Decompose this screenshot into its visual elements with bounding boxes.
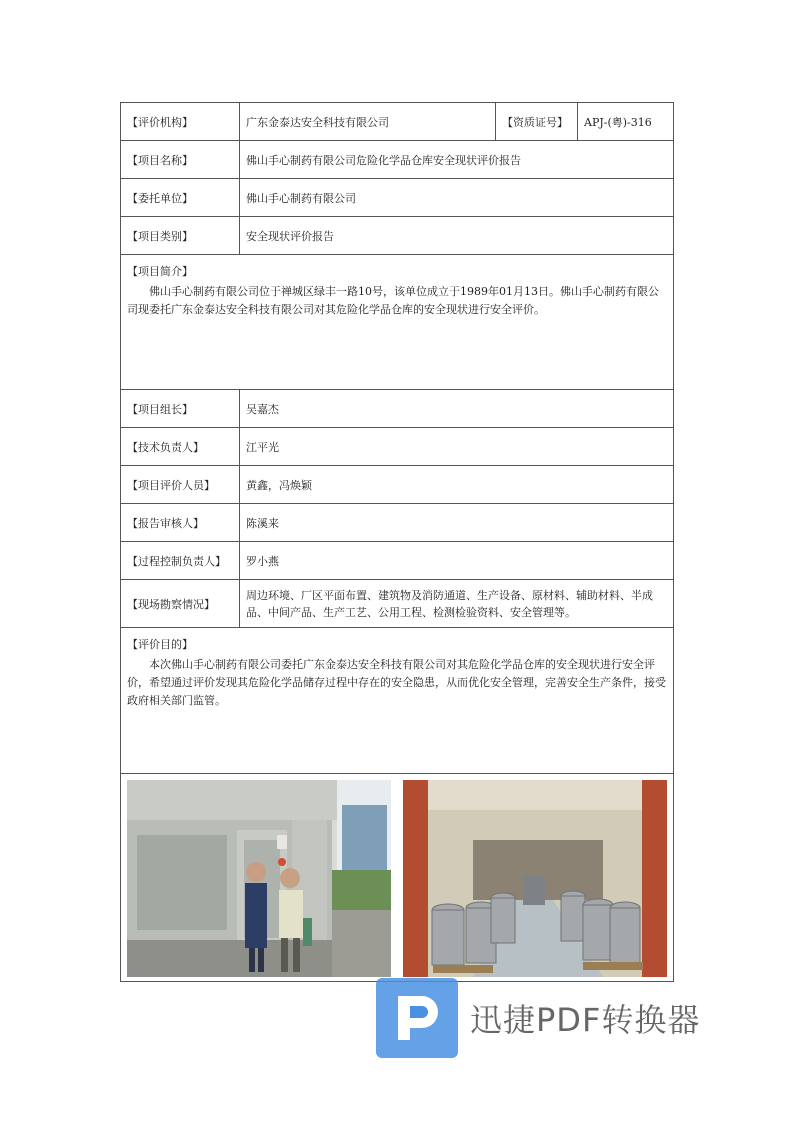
- process-value: 罗小燕: [240, 542, 674, 580]
- purpose-text: 本次佛山手心制药有限公司委托广东金泰达安全科技有限公司对其危险化学品仓库的安全现状进行安全评价，希望通过评价发现其危险化学品储存过程中存在的安全隐患，从而优化安全管理，完善安全生产条件，接受政府相关部门监管。: [127, 658, 666, 707]
- row-survey: [121, 580, 674, 628]
- pdf-converter-watermark: [376, 978, 700, 1058]
- survey-label: 【现场勘察情况】: [121, 580, 240, 628]
- evaluation-record-sheet: [120, 102, 673, 982]
- row-tech: [121, 428, 674, 466]
- photos-cell: [121, 774, 674, 982]
- agency-label: 【评价机构】: [121, 103, 240, 141]
- leader-label: 【项目组长】: [121, 390, 240, 428]
- intro-text: 佛山手心制药有限公司位于禅城区绿丰一路10号，该单位成立于1989年01月13日。佛山手心制药有限公司现委托广东金泰达安全科技有限公司对其危险化学品仓库的安全现状进行安全评价。: [127, 285, 659, 316]
- reviewer-label: 【报告审核人】: [121, 504, 240, 542]
- info-table: [120, 102, 674, 982]
- row-intro: [121, 255, 674, 390]
- tech-value: 江平光: [240, 428, 674, 466]
- client-label: 【委托单位】: [121, 179, 240, 217]
- pdf-converter-logo-icon: [376, 978, 458, 1058]
- row-client: [121, 179, 674, 217]
- cert-label: 【资质证号】: [496, 103, 578, 141]
- row-category: [121, 217, 674, 255]
- site-photo-warehouse-drums-icon: [403, 780, 667, 977]
- category-value: 安全现状评价报告: [240, 217, 674, 255]
- purpose-cell: [121, 628, 674, 774]
- row-purpose: [121, 628, 674, 774]
- site-photos: [121, 774, 673, 981]
- project-name-label: 【项目名称】: [121, 141, 240, 179]
- intro-label: 【项目简介】: [127, 265, 193, 278]
- evaluators-label: 【项目评价人员】: [121, 466, 240, 504]
- client-value: 佛山手心制药有限公司: [240, 179, 674, 217]
- evaluators-value: 黄鑫，冯焕颖: [240, 466, 674, 504]
- row-leader: [121, 390, 674, 428]
- cert-value: APJ-(粤)-316: [578, 103, 674, 141]
- survey-value: 周边环境、厂区平面布置、建筑物及消防通道、生产设备、原材料、辅助材料、半成品、中间产品、生产工艺、公用工程、检测检验资料、安全管理等。: [240, 580, 674, 628]
- process-label: 【过程控制负责人】: [121, 542, 240, 580]
- tech-label: 【技术负责人】: [121, 428, 240, 466]
- project-name-value: 佛山手心制药有限公司危险化学品仓库安全现状评价报告: [240, 141, 674, 179]
- reviewer-value: 陈溪来: [240, 504, 674, 542]
- watermark-text: 迅捷PDF转换器: [470, 1001, 701, 1039]
- site-photo-building-icon: [127, 780, 391, 977]
- purpose-label: 【评价目的】: [127, 638, 193, 651]
- row-agency: [121, 103, 674, 141]
- row-project-name: [121, 141, 674, 179]
- row-process: [121, 542, 674, 580]
- row-photos: [121, 774, 674, 982]
- leader-value: 吴嘉杰: [240, 390, 674, 428]
- row-evaluators: [121, 466, 674, 504]
- agency-value: 广东金泰达安全科技有限公司: [240, 103, 496, 141]
- intro-cell: [121, 255, 674, 390]
- category-label: 【项目类别】: [121, 217, 240, 255]
- row-reviewer: [121, 504, 674, 542]
